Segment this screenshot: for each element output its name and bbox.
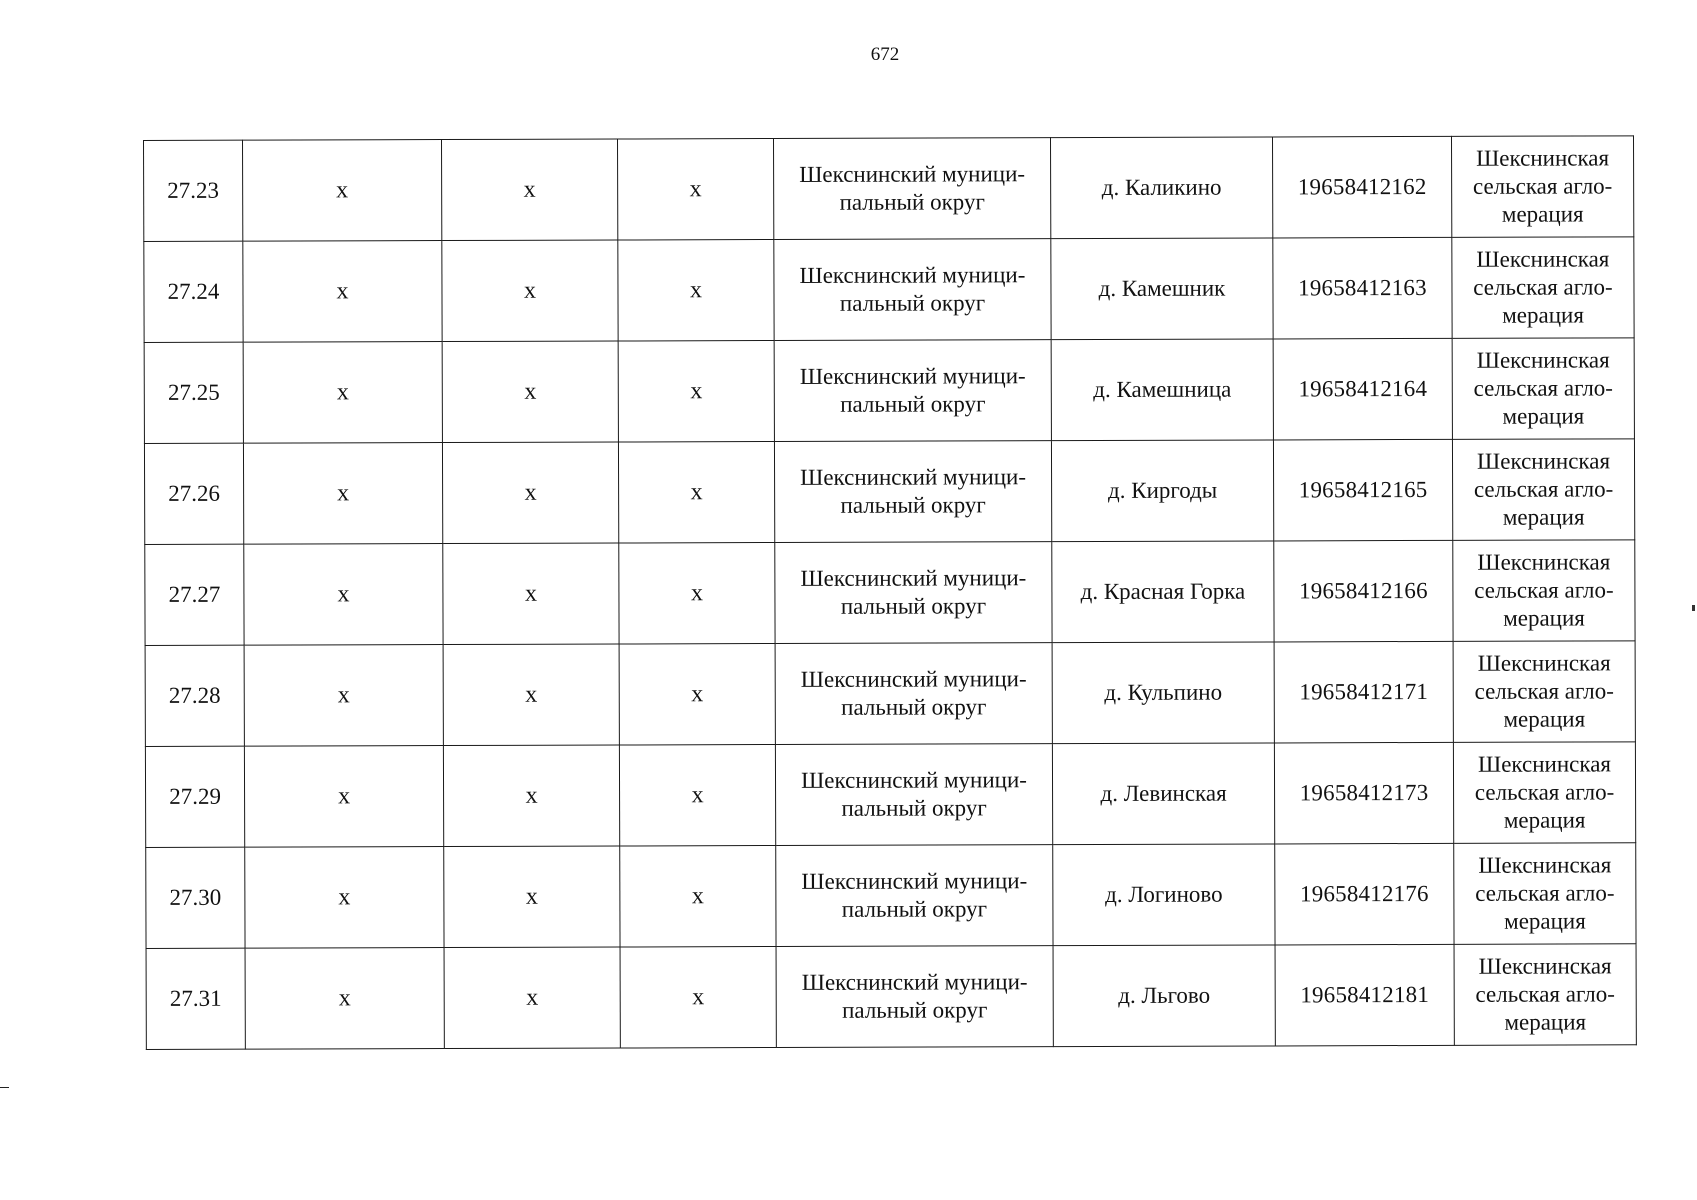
marker-3-text: х <box>690 378 703 405</box>
agglomeration-cell <box>1451 136 1633 238</box>
marker-3-text: х <box>690 479 703 506</box>
agglomeration-text: мерация <box>1503 706 1586 732</box>
marker-cell-1 <box>243 140 442 242</box>
municipal-district-cell <box>775 542 1052 644</box>
oktmo-code-cell <box>1274 540 1453 642</box>
settlement-text: д. Камешник <box>1098 275 1226 301</box>
municipal-district-text: Шекснинский муници- <box>799 363 1026 389</box>
marker-cell-1 <box>244 645 443 747</box>
marker-2-text: х <box>524 479 537 506</box>
row-number-cell <box>145 645 244 746</box>
agglomeration-text: сельская агло- <box>1472 173 1613 199</box>
scan-edge-mark <box>0 1087 9 1088</box>
municipal-district-cell <box>775 643 1052 745</box>
marker-cell-1 <box>244 746 443 848</box>
agglomeration-cell <box>1454 944 1636 1046</box>
municipal-district-text: Шекснинский муници- <box>801 969 1028 995</box>
row-number-text: 27.29 <box>169 783 221 809</box>
table-row <box>145 641 1635 747</box>
agglomeration-text: Шекснинская <box>1476 145 1610 171</box>
settlement-cell <box>1051 339 1273 441</box>
agglomeration-text: сельская агло- <box>1475 880 1615 906</box>
marker-cell-1 <box>243 443 442 545</box>
oktmo-code-cell <box>1273 439 1452 541</box>
marker-cell-3 <box>619 644 775 745</box>
row-number-cell <box>146 847 245 948</box>
municipal-district-cell <box>776 946 1053 1048</box>
row-number-text: 27.30 <box>169 884 222 910</box>
oktmo-code-text: 19658412171 <box>1299 678 1429 705</box>
agglomeration-text: Шекснинская <box>1476 448 1611 474</box>
agglomeration-text: сельская агло- <box>1474 779 1615 805</box>
marker-cell-2 <box>444 846 620 948</box>
table-body <box>144 136 1637 1050</box>
agglomeration-text: мерация <box>1502 302 1584 328</box>
marker-2-text: х <box>525 782 538 809</box>
marker-cell-2 <box>444 947 620 1049</box>
row-number-text: 27.28 <box>168 682 221 708</box>
municipal-district-cell <box>774 441 1051 543</box>
marker-1-text: х <box>338 783 351 810</box>
row-number-cell <box>144 443 243 544</box>
marker-cell-2 <box>442 240 618 342</box>
marker-cell-1 <box>243 342 442 444</box>
table-row <box>145 742 1635 848</box>
municipal-district-text: пальный округ <box>840 492 986 518</box>
municipal-district-text: Шекснинский муници- <box>799 262 1026 288</box>
marker-cell-2 <box>442 442 618 544</box>
marker-2-text: х <box>523 277 537 304</box>
settlement-cell <box>1050 137 1272 239</box>
data-table <box>143 135 1637 1050</box>
agglomeration-cell <box>1454 843 1636 945</box>
municipal-district-text: пальный округ <box>842 997 988 1023</box>
marker-cell-3 <box>618 442 774 543</box>
municipal-district-text: пальный округ <box>841 896 988 922</box>
row-number-cell <box>145 746 244 847</box>
agglomeration-cell <box>1453 540 1635 642</box>
table-row <box>146 944 1636 1050</box>
agglomeration-text: сельская агло- <box>1473 375 1613 401</box>
marker-cell-2 <box>443 543 619 645</box>
agglomeration-text: мерация <box>1503 605 1585 631</box>
marker-cell-2 <box>443 745 619 847</box>
marker-cell-1 <box>245 948 444 1050</box>
municipal-district-text: пальный округ <box>840 391 986 417</box>
agglomeration-text: Шекснинская <box>1477 751 1611 777</box>
oktmo-code-cell <box>1274 742 1453 844</box>
agglomeration-text: мерация <box>1502 504 1585 530</box>
agglomeration-text: Шекснинская <box>1478 852 1612 878</box>
marker-cell-3 <box>619 745 775 846</box>
oktmo-code-cell <box>1272 136 1451 238</box>
marker-cell-2 <box>442 139 618 241</box>
marker-3-text: х <box>691 782 704 809</box>
oktmo-code-text: 19658412181 <box>1300 981 1430 1008</box>
marker-cell-2 <box>442 341 618 443</box>
marker-3-text: х <box>690 580 703 607</box>
marker-cell-3 <box>619 543 775 644</box>
row-number-cell <box>145 544 244 645</box>
marker-2-text: х <box>525 883 538 910</box>
oktmo-code-text: 19658412164 <box>1298 375 1428 402</box>
settlement-text: д. Логиново <box>1105 881 1223 907</box>
settlement-text: д. Льгово <box>1118 982 1211 1008</box>
page-number: 672 <box>870 44 900 65</box>
municipal-district-text: Шекснинский муници- <box>799 161 1026 187</box>
marker-1-text: х <box>337 682 350 709</box>
marker-1-text: х <box>338 884 351 911</box>
settlement-cell <box>1051 238 1273 340</box>
municipal-district-cell <box>773 138 1050 240</box>
table-row <box>145 540 1635 646</box>
municipal-district-text: пальный округ <box>841 694 987 720</box>
settlement-text: д. Каликино <box>1101 174 1222 200</box>
municipal-district-text: Шекснинский муници- <box>800 666 1027 692</box>
row-number-cell <box>146 948 245 1049</box>
row-number-text: 27.23 <box>167 177 220 203</box>
oktmo-code-cell <box>1274 641 1453 743</box>
marker-3-text: х <box>692 984 705 1011</box>
marker-1-text: х <box>337 480 350 507</box>
agglomeration-cell <box>1452 338 1634 440</box>
municipal-district-cell <box>774 239 1051 341</box>
marker-2-text: х <box>524 580 537 607</box>
row-number-text: 27.25 <box>167 379 220 405</box>
marker-1-text: х <box>336 379 349 406</box>
oktmo-code-cell <box>1275 944 1454 1046</box>
agglomeration-text: мерация <box>1503 807 1586 833</box>
marker-3-text: х <box>689 277 703 304</box>
marker-2-text: х <box>524 378 537 405</box>
agglomeration-text: мерация <box>1504 1009 1587 1035</box>
municipal-district-text: пальный округ <box>840 593 987 619</box>
table-row <box>144 237 1634 343</box>
settlement-text: д. Киргоды <box>1107 477 1218 503</box>
row-number-cell <box>144 342 243 443</box>
settlement-text: д. Кульпино <box>1104 679 1223 705</box>
agglomeration-text: мерация <box>1502 403 1585 429</box>
table-row <box>144 338 1634 444</box>
oktmo-code-text: 19658412165 <box>1298 476 1428 503</box>
settlement-cell <box>1051 440 1273 542</box>
agglomeration-text: Шекснинская <box>1477 650 1611 676</box>
row-number-cell <box>144 140 243 241</box>
oktmo-code-cell <box>1273 338 1452 440</box>
marker-3-text: х <box>691 883 704 910</box>
agglomeration-text: сельская агло- <box>1473 274 1613 300</box>
marker-cell-2 <box>443 644 619 746</box>
marker-3-text: х <box>689 176 702 203</box>
agglomeration-text: сельская агло- <box>1474 678 1614 704</box>
settlement-cell <box>1053 844 1275 946</box>
marker-3-text: х <box>691 681 704 708</box>
agglomeration-text: сельская агло- <box>1475 981 1615 1007</box>
agglomeration-cell <box>1453 641 1635 743</box>
settlement-cell <box>1053 945 1275 1047</box>
municipal-district-cell <box>776 845 1053 947</box>
agglomeration-text: сельская агло- <box>1474 577 1614 603</box>
oktmo-code-text: 19658412176 <box>1299 880 1429 907</box>
municipal-district-text: Шекснинский муници- <box>800 565 1027 591</box>
municipal-district-text: Шекснинский муници- <box>801 868 1028 894</box>
agglomeration-text: мерация <box>1504 908 1586 934</box>
marker-cell-1 <box>244 544 443 646</box>
settlement-text: д. Красная Горка <box>1080 578 1246 605</box>
marker-cell-3 <box>618 240 774 341</box>
municipal-district-text: пальный округ <box>841 795 987 821</box>
oktmo-code-text: 19658412173 <box>1299 779 1429 806</box>
settlement-text: д. Левинская <box>1100 780 1227 806</box>
marker-cell-3 <box>620 947 776 1048</box>
marker-1-text: х <box>338 985 351 1012</box>
agglomeration-cell <box>1452 237 1634 339</box>
agglomeration-text: мерация <box>1501 201 1584 227</box>
marker-cell-1 <box>245 847 444 949</box>
marker-cell-3 <box>617 139 773 240</box>
marker-cell-1 <box>243 241 442 343</box>
municipal-district-cell <box>775 744 1052 846</box>
table-row <box>146 843 1636 949</box>
agglomeration-text: Шекснинская <box>1477 549 1611 575</box>
settlement-cell <box>1052 541 1274 643</box>
settlement-cell <box>1052 642 1274 744</box>
agglomeration-cell <box>1453 742 1635 844</box>
row-number-cell <box>144 241 243 342</box>
agglomeration-cell <box>1452 439 1634 541</box>
oktmo-code-cell <box>1275 843 1454 945</box>
row-number-text: 27.27 <box>168 581 221 607</box>
agglomeration-text: Шекснинская <box>1476 347 1610 373</box>
municipal-district-text: Шекснинский муници- <box>801 767 1027 793</box>
marker-1-text: х <box>336 177 349 204</box>
settlement-text: д. Камешница <box>1093 376 1232 403</box>
municipal-district-cell <box>774 340 1051 442</box>
oktmo-code-text: 19658412162 <box>1297 173 1427 200</box>
settlement-cell <box>1052 743 1274 845</box>
table-row <box>144 439 1634 545</box>
municipal-district-text: Шекснинский муници- <box>800 464 1027 490</box>
oktmo-code-text: 19658412163 <box>1298 274 1427 301</box>
scan-edge-dot <box>1692 605 1695 611</box>
marker-1-text: х <box>336 278 349 305</box>
municipal-district-text: пальный округ <box>839 290 986 316</box>
oktmo-code-cell <box>1273 237 1452 339</box>
agglomeration-text: Шекснинская <box>1478 953 1612 979</box>
marker-2-text: х <box>523 176 536 203</box>
row-number-text: 27.24 <box>167 278 220 304</box>
row-number-text: 27.26 <box>168 480 221 506</box>
marker-cell-3 <box>618 341 774 442</box>
marker-1-text: х <box>337 581 350 608</box>
marker-2-text: х <box>526 984 539 1011</box>
table-row <box>144 136 1634 242</box>
marker-2-text: х <box>525 681 538 708</box>
municipal-district-text: пальный округ <box>839 189 985 215</box>
agglomeration-text: Шекснинская <box>1476 246 1610 272</box>
marker-cell-3 <box>620 846 776 947</box>
oktmo-code-text: 19658412166 <box>1299 577 1428 604</box>
row-number-text: 27.31 <box>169 985 222 1011</box>
agglomeration-text: сельская агло- <box>1473 476 1614 502</box>
